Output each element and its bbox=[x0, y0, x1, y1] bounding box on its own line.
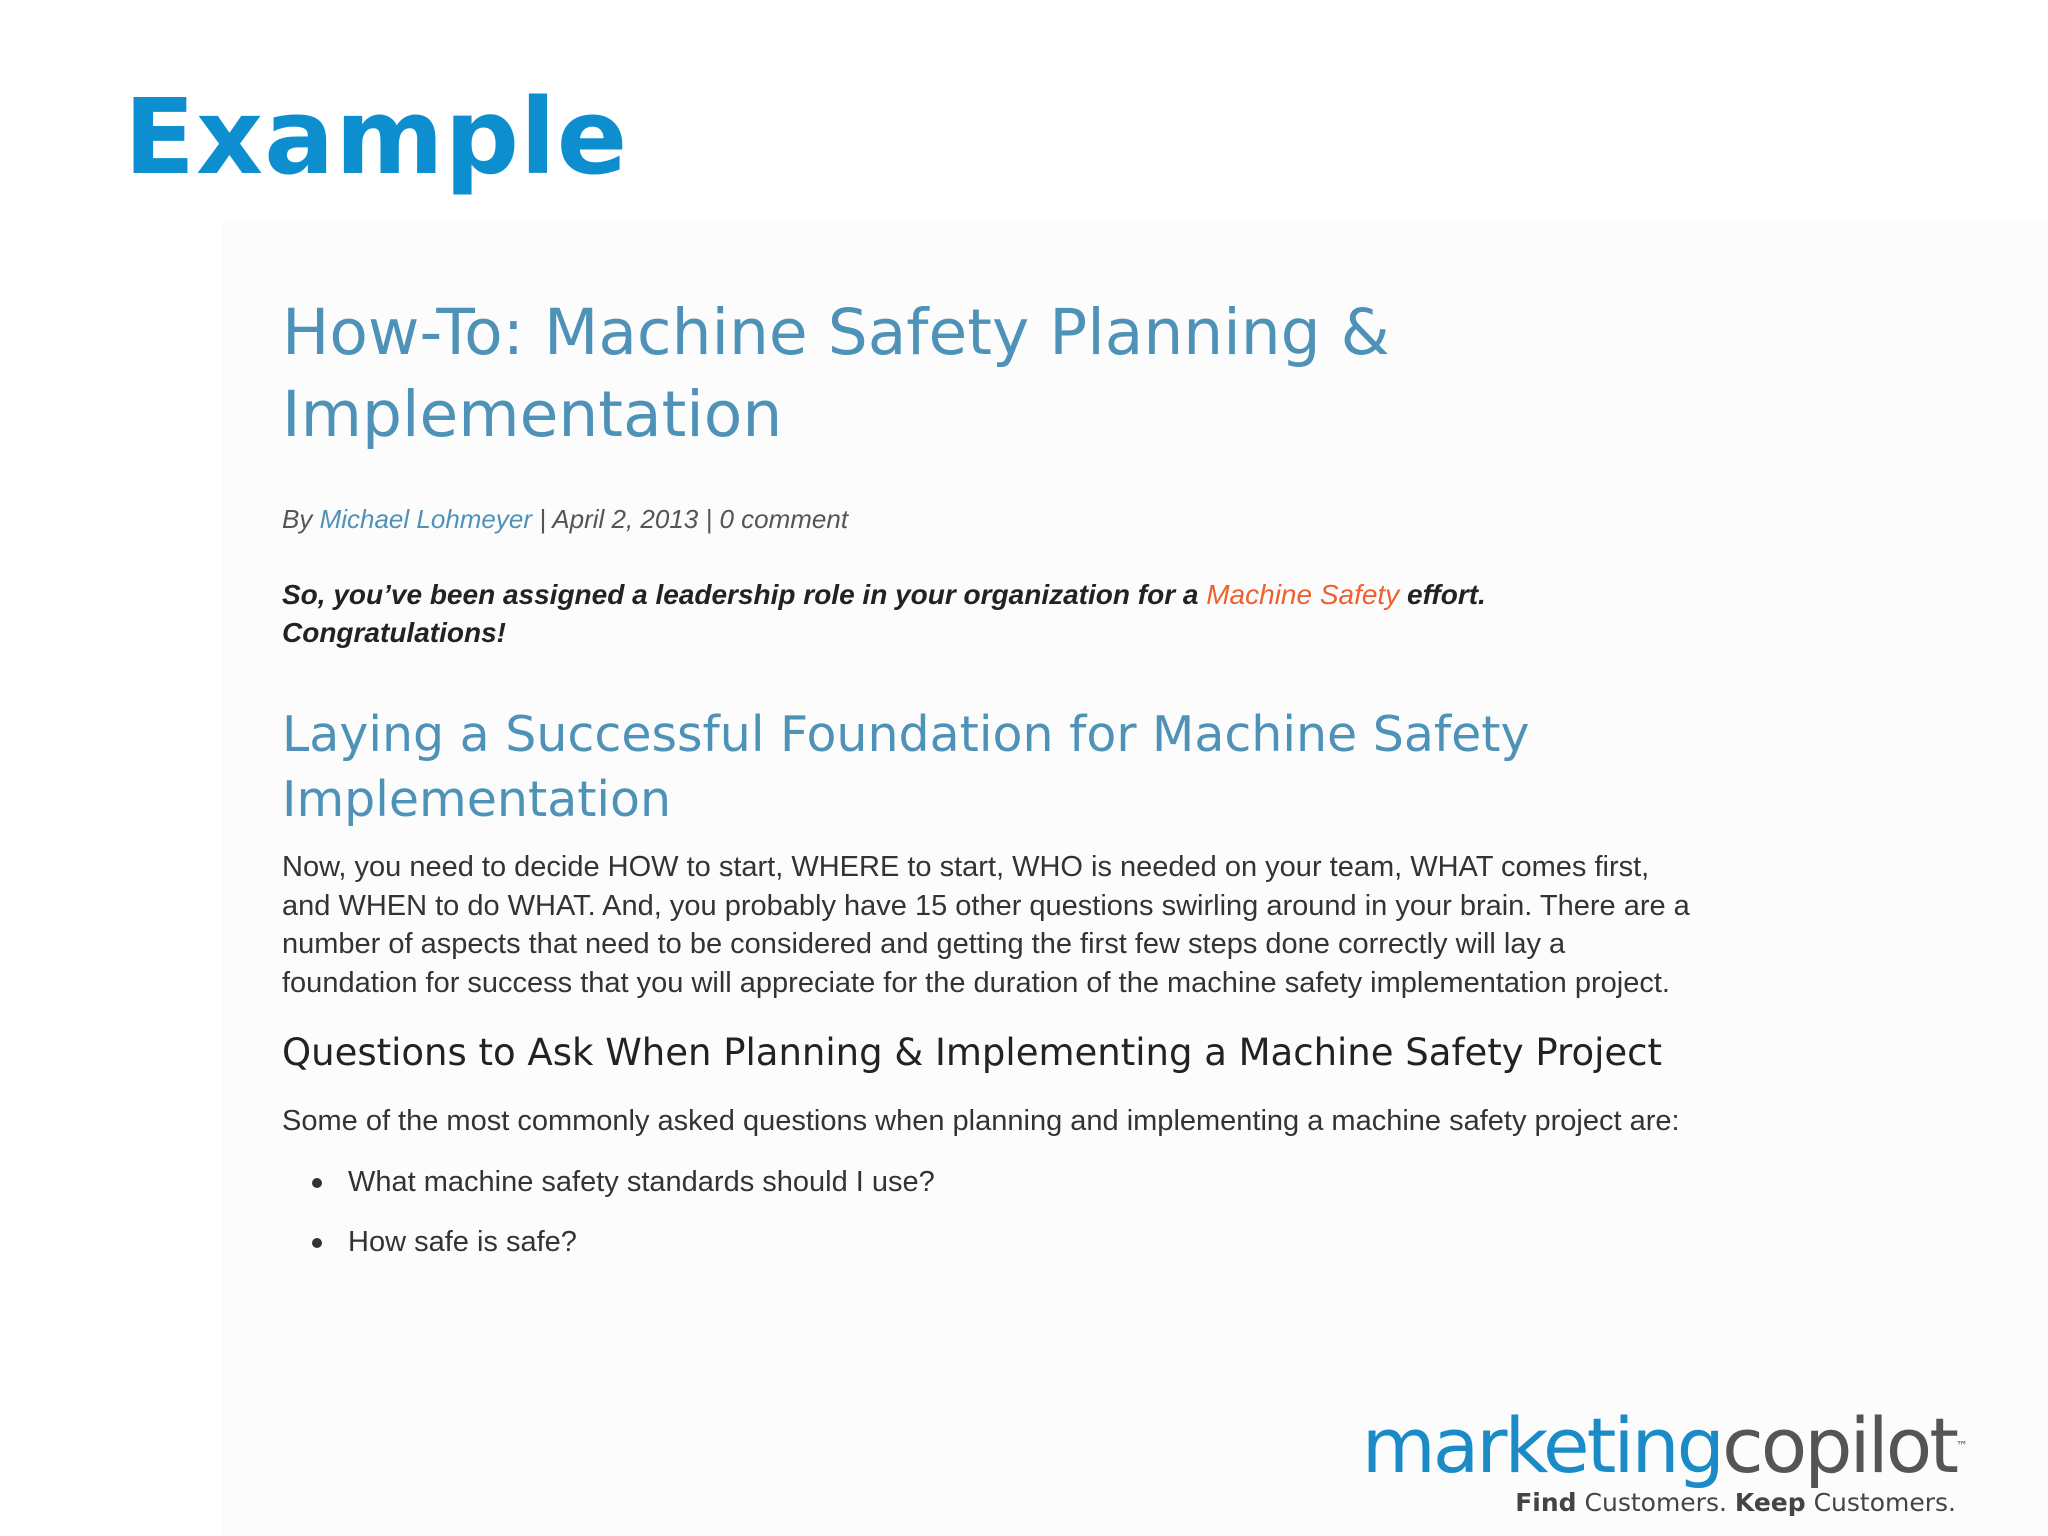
marketingcopilot-logo bbox=[1361, 1401, 1968, 1518]
author-link[interactable]: Michael Lohmeyer bbox=[319, 504, 533, 534]
logo-word-marketing: marketing bbox=[1361, 1401, 1722, 1490]
list-item bbox=[312, 1163, 1702, 1201]
intro-text-after: effort. Congratulations! bbox=[282, 579, 1486, 648]
post-date: April 2, 2013 bbox=[552, 504, 699, 534]
tagline-end: Customers. bbox=[1805, 1488, 1956, 1517]
machine-safety-link[interactable]: Machine Safety bbox=[1206, 579, 1400, 610]
questions-subheading: Questions to Ask When Planning & Implementing a Machine Safety Project bbox=[282, 1031, 1662, 1074]
list-item bbox=[312, 1223, 1702, 1261]
body-paragraph: Now, you need to decide HOW to start, WHERE to start, WHO is needed on your team, WHAT comes first, and WHEN to do WHAT. And, you probably have 15 other questions swirling around in your brain. There are a number of aspects that need to be considered and getting the first few steps done correctly will lay a foundation for success that you will appreciate for the duration of the machine safety implementation project. bbox=[282, 851, 1690, 999]
section-heading: Laying a Successful Foundation for Machine Safety Implementation bbox=[282, 706, 1530, 828]
list-item-text: How safe is safe? bbox=[348, 1225, 577, 1258]
post-title: How-To: Machine Safety Planning & Implementation bbox=[282, 296, 1390, 451]
trademark-icon: ™ bbox=[1956, 1439, 1968, 1453]
slide-title: Example bbox=[124, 76, 629, 198]
questions-intro-paragraph: Some of the most commonly asked questions when planning and implementing a machine safety project are: bbox=[282, 1105, 1680, 1137]
post-meta bbox=[282, 502, 1702, 536]
bullet-icon bbox=[312, 1238, 322, 1248]
blog-article bbox=[282, 292, 1702, 1283]
meta-separator: | bbox=[532, 504, 553, 534]
tagline-keep: Keep bbox=[1734, 1488, 1806, 1517]
intro-text-before: So, you’ve been assigned a leadership role in your organization for a bbox=[282, 579, 1207, 610]
intro-paragraph bbox=[282, 576, 1702, 652]
meta-by: By bbox=[282, 504, 320, 534]
logo-word-copilot: copilot bbox=[1721, 1401, 1956, 1490]
bullet-icon bbox=[312, 1178, 322, 1188]
questions-list bbox=[282, 1163, 1702, 1261]
tagline-mid: Customers. bbox=[1576, 1488, 1735, 1517]
comment-count[interactable]: 0 comment bbox=[719, 504, 849, 534]
logo-tagline bbox=[1362, 1488, 1956, 1518]
article-screenshot bbox=[222, 222, 2048, 1536]
list-item-text: What machine safety standards should I use? bbox=[348, 1165, 935, 1198]
tagline-find: Find bbox=[1515, 1488, 1577, 1517]
logo-wordmark bbox=[1361, 1401, 1968, 1490]
meta-separator: | bbox=[698, 504, 720, 534]
